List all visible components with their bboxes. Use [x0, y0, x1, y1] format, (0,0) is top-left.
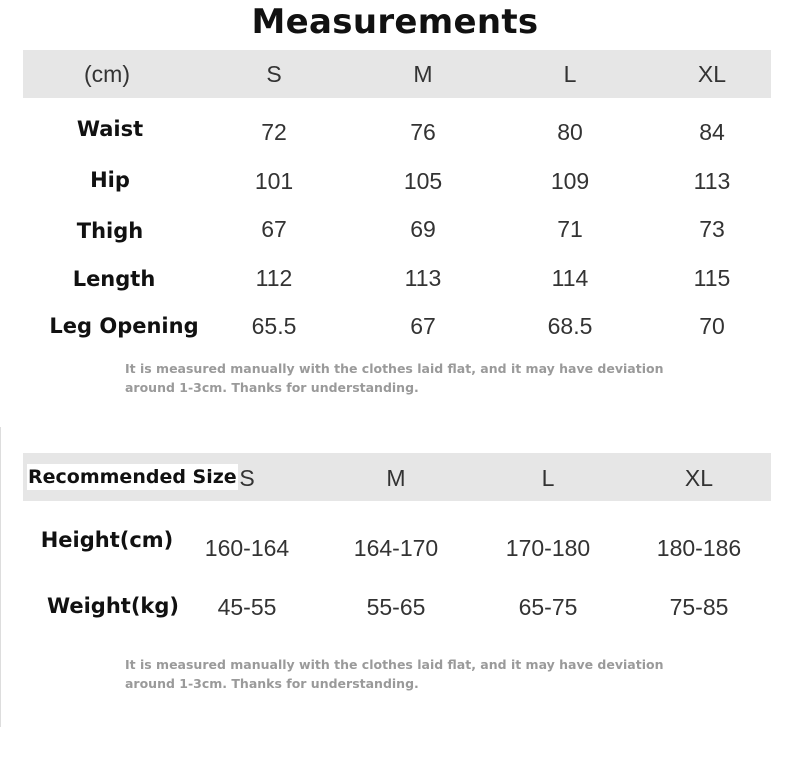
- table-cell: 75-85: [669, 594, 729, 620]
- row-label-weight: Weight(kg): [46, 594, 180, 618]
- table-cell: 180-186: [656, 535, 742, 561]
- row-label-hip: Hip: [90, 168, 130, 192]
- table-cell: 115: [693, 265, 731, 291]
- note-line: It is measured manually with the clothes laid flat, and it may have deviation: [125, 657, 664, 672]
- divider: [0, 427, 1, 727]
- table-cell: 45-55: [217, 594, 277, 620]
- table-cell: 84: [699, 119, 725, 145]
- table-cell: 70: [699, 313, 725, 339]
- table-cell: 69: [410, 216, 436, 242]
- table-cell: 113: [693, 168, 731, 194]
- size-header-l: L: [563, 61, 577, 87]
- rec-size-header-l: L: [541, 465, 555, 491]
- unit-header: (cm): [84, 61, 130, 87]
- table-cell: 112: [255, 265, 293, 291]
- table-cell: 67: [410, 313, 436, 339]
- row-label-length: Length: [72, 267, 156, 291]
- table-cell: 101: [254, 168, 294, 194]
- table-cell: 109: [550, 168, 590, 194]
- table-cell: 105: [403, 168, 443, 194]
- table-cell: 55-65: [366, 594, 426, 620]
- table-cell: 71: [557, 216, 583, 242]
- rec-size-header-s: S: [239, 465, 255, 491]
- note-line: around 1-3cm. Thanks for understanding.: [125, 676, 419, 691]
- rec-size-header-m: M: [386, 465, 406, 491]
- table-cell: 114: [551, 265, 589, 291]
- table-cell: 73: [699, 216, 725, 242]
- note-line: around 1-3cm. Thanks for understanding.: [125, 380, 419, 395]
- table-cell: 160-164: [204, 535, 290, 561]
- measurement-note: [125, 359, 685, 397]
- table-cell: 67: [261, 216, 287, 242]
- row-label-thigh: Thigh: [76, 219, 144, 243]
- table-cell: 80: [557, 119, 583, 145]
- size-header-m: M: [413, 61, 433, 87]
- table-cell: 68.5: [547, 313, 593, 339]
- rec-size-header-xl: XL: [684, 465, 714, 491]
- size-header-s: S: [266, 61, 282, 87]
- row-label-height: Height(cm): [40, 528, 174, 552]
- row-label-waist: Waist: [76, 117, 144, 141]
- table-cell: 170-180: [505, 535, 591, 561]
- page-title: Measurements: [251, 2, 539, 42]
- table-cell: 65.5: [251, 313, 297, 339]
- note-line: It is measured manually with the clothes laid flat, and it may have deviation: [125, 361, 664, 376]
- size-header-xl: XL: [697, 61, 727, 87]
- table-cell: 65-75: [518, 594, 578, 620]
- recommended-note: [125, 655, 685, 693]
- table-cell: 164-170: [353, 535, 439, 561]
- recommended-size-label: Recommended Size: [28, 466, 237, 488]
- table-cell: 76: [410, 119, 436, 145]
- row-label-leg-opening: Leg Opening: [49, 314, 199, 338]
- table-cell: 72: [261, 119, 287, 145]
- table-cell: 113: [404, 265, 442, 291]
